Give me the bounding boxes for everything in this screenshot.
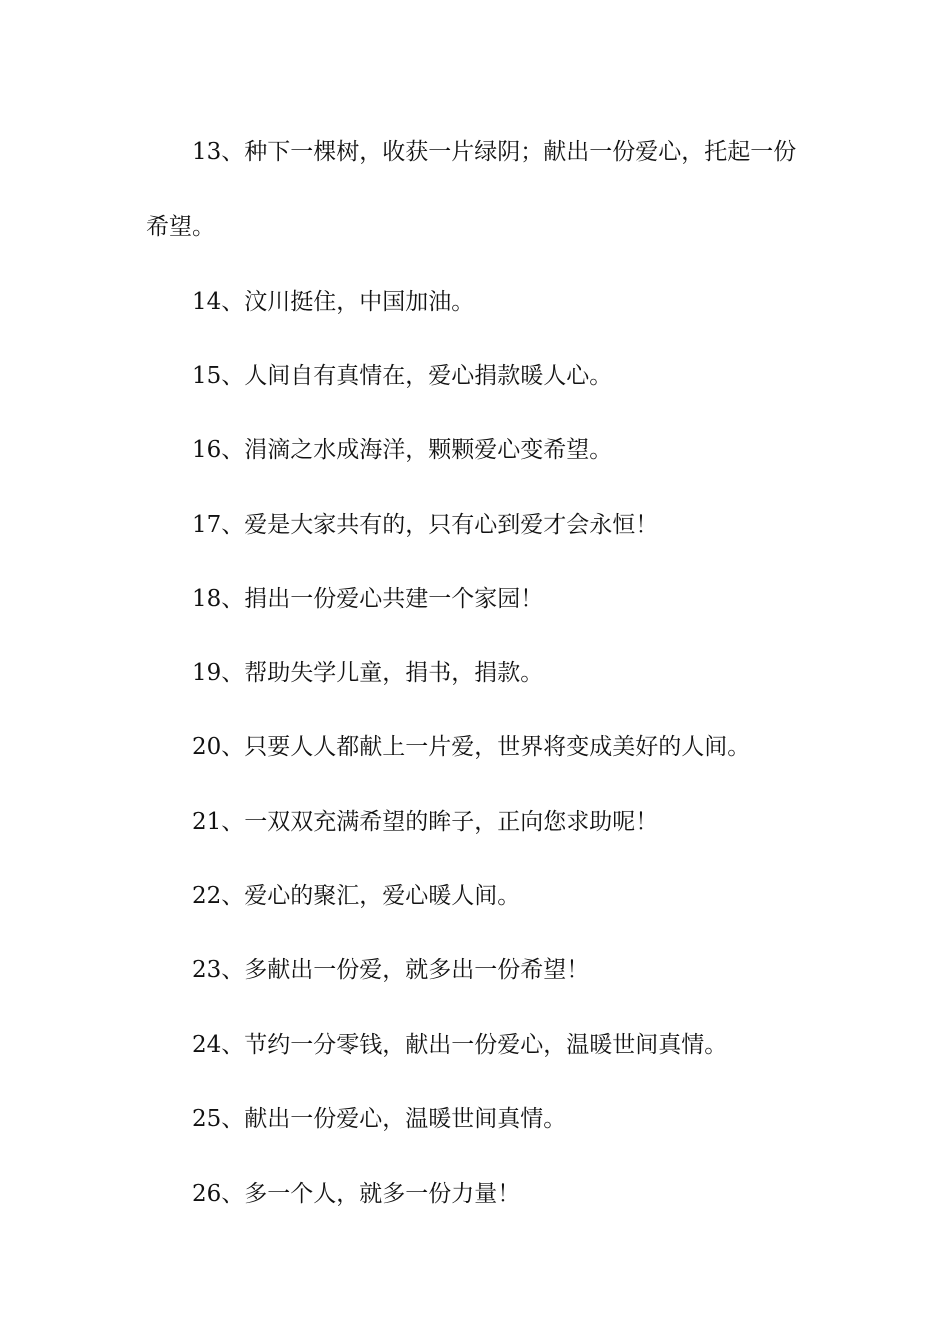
paragraph-13: 13、种下一棵树，收获一片绿阴；献出一份爱心，托起一份希望。 [146,139,797,240]
paragraph-16: 16、涓滴之水成海洋，颗颗爱心变希望。 [192,437,613,463]
paragraph-21: 21、一双双充满希望的眸子，正向您求助呢！ [192,809,659,835]
paragraph-22: 22、爱心的聚汇，爱心暖人间。 [192,883,521,909]
paragraph-20: 20、只要人人都献上一片爱，世界将变成美好的人间。 [192,734,751,760]
paragraph-23: 23、多献出一份爱，就多出一份希望！ [192,957,590,983]
paragraph-17: 17、爱是大家共有的，只有心到爱才会永恒！ [192,512,659,538]
paragraph-18: 18、捐出一份爱心共建一个家园！ [192,586,544,612]
paragraph-26: 26、多一个人，就多一份力量！ [192,1181,521,1207]
paragraph-14: 14、汶川挺住，中国加油。 [192,289,475,315]
paragraph-25: 25、献出一份爱心，温暖世间真情。 [192,1106,567,1132]
paragraph-15: 15、人间自有真情在，爱心捐款暖人心。 [192,363,613,389]
paragraph-19: 19、帮助失学儿童，捐书，捐款。 [192,660,544,686]
paragraph-24: 24、节约一分零钱，献出一份爱心，温暖世间真情。 [192,1032,728,1058]
